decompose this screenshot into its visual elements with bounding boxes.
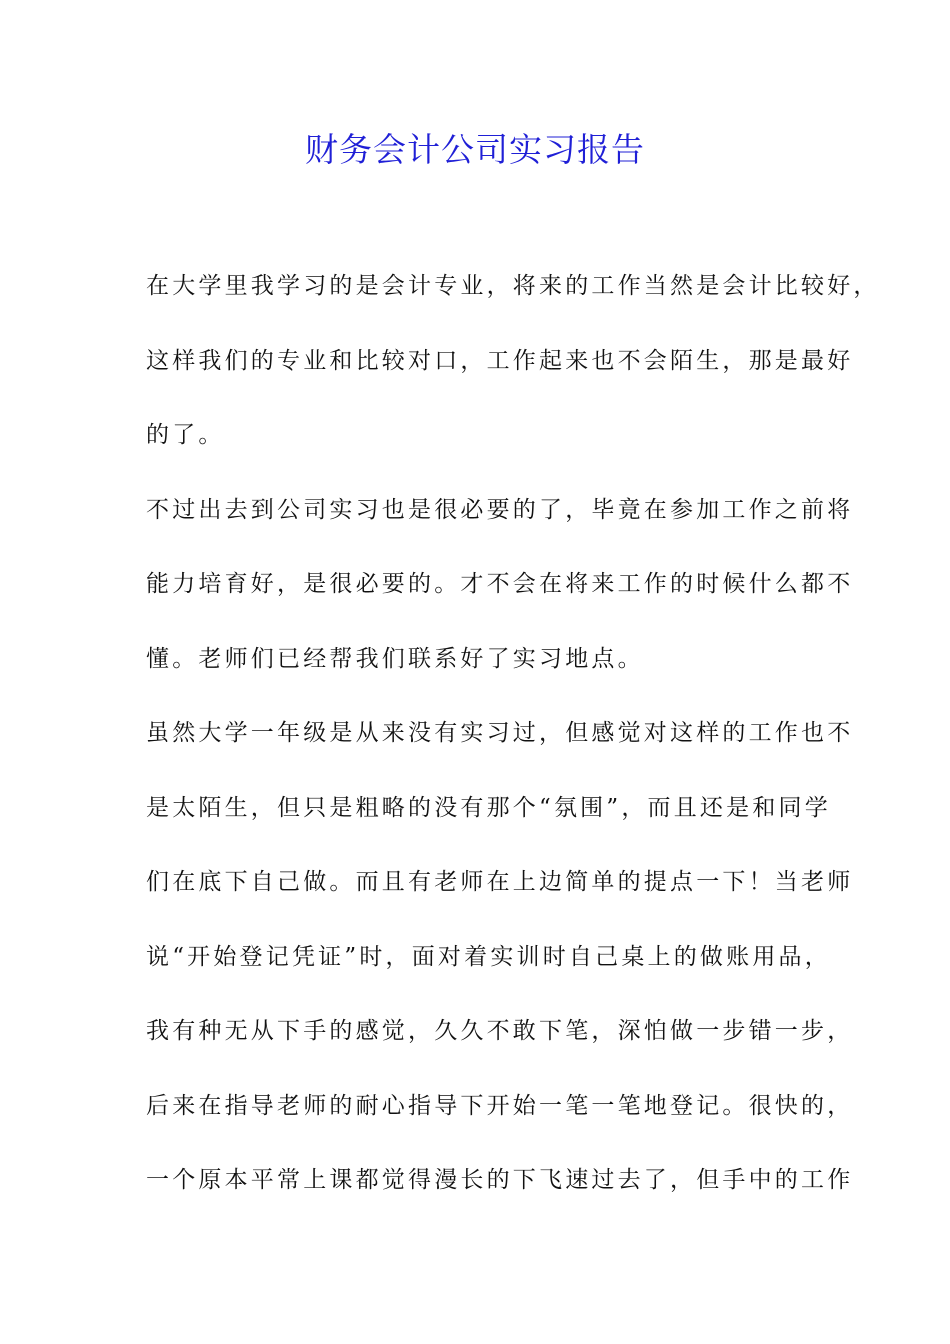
text-line: 们在底下自己做。而且有老师在上边简单的提点一下！当老师: [146, 869, 854, 895]
page-title: 财务会计公司实习报告: [305, 130, 645, 169]
text-line: 我有种无从下手的感觉，久久不敢下笔，深怕做一步错一步，: [146, 1018, 854, 1044]
text-line: 说“开始登记凭证”时，面对着实训时自己桌上的做账用品，: [146, 943, 831, 970]
text-line: 虽然大学一年级是从来没有实习过，但感觉对这样的工作也不: [146, 720, 854, 746]
text-line: 不过出去到公司实习也是很必要的了，毕竟在参加工作之前将: [146, 496, 854, 523]
text-line: 是太陌生，但只是粗略的没有那个“氛围”，而且还是和同学: [146, 794, 831, 821]
text-line: 一个原本平常上课都觉得漫长的下飞速过去了，但手中的工作: [146, 1167, 854, 1193]
text-line: 能力培育好，是很必要的。才不会在将来工作的时候什么都不: [146, 571, 854, 597]
text-line: 后来在指导老师的耐心指导下开始一笔一笔地登记。很快的，: [146, 1092, 854, 1119]
text-line: 的了。: [146, 422, 225, 448]
document-body: [146, 262, 880, 1231]
text-line: 这样我们的专业和比较对口，工作起来也不会陌生，那是最好: [146, 347, 854, 374]
text-line: 在大学里我学习的是会计专业，将来的工作当然是会计比较好，: [146, 273, 880, 299]
text-line: 懂。老师们已经帮我们联系好了实习地点。: [146, 645, 644, 672]
